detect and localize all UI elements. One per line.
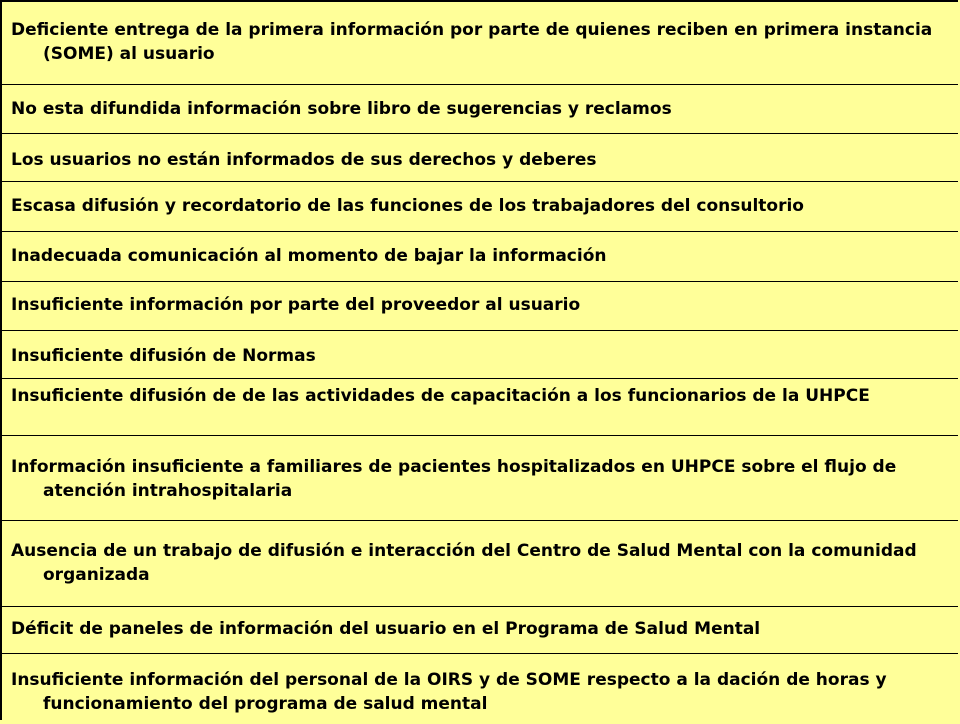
row-text: Insuficiente información por parte del proveedor al usuario [11, 295, 581, 315]
row-text: Escasa difusión y recordatorio de las funciones de los trabajadores del consultorio [11, 196, 804, 216]
row-text: No esta difundida información sobre libro de sugerencias y reclamos [11, 99, 672, 119]
row-text: Insuficiente información del personal de la OIRS y de SOME respecto a la dación de horas y funcionamiento del programa de salud mental [11, 670, 887, 714]
table-row [2, 607, 958, 654]
row-text: Insuficiente difusión de de las actividades de capacitación a los funcionarios de la UHPCE [11, 386, 870, 406]
table-row [2, 85, 958, 134]
table-row [2, 232, 958, 282]
row-text: Deficiente entrega de la primera información por parte de quienes reciben en primera instancia (SOME) al usuario [11, 20, 933, 64]
table-row [2, 654, 958, 724]
table-row [2, 331, 958, 379]
table-row [2, 2, 958, 85]
table-row [2, 134, 958, 182]
table-row [2, 282, 958, 331]
row-text: Insuficiente difusión de Normas [11, 346, 316, 366]
table-row [2, 436, 958, 521]
table-row [2, 521, 958, 607]
row-text: Los usuarios no están informados de sus derechos y deberes [11, 150, 597, 170]
row-text: Déficit de paneles de información del usuario en el Programa de Salud Mental [11, 619, 761, 639]
row-text: Ausencia de un trabajo de difusión e interacción del Centro de Salud Mental con la comunidad organizada [11, 541, 917, 585]
table-row [2, 379, 958, 436]
row-text: Información insuficiente a familiares de pacientes hospitalizados en UHPCE sobre el flujo de atención intrahospitalaria [11, 457, 897, 501]
table-row [2, 182, 958, 232]
row-text: Inadecuada comunicación al momento de bajar la información [11, 246, 607, 266]
